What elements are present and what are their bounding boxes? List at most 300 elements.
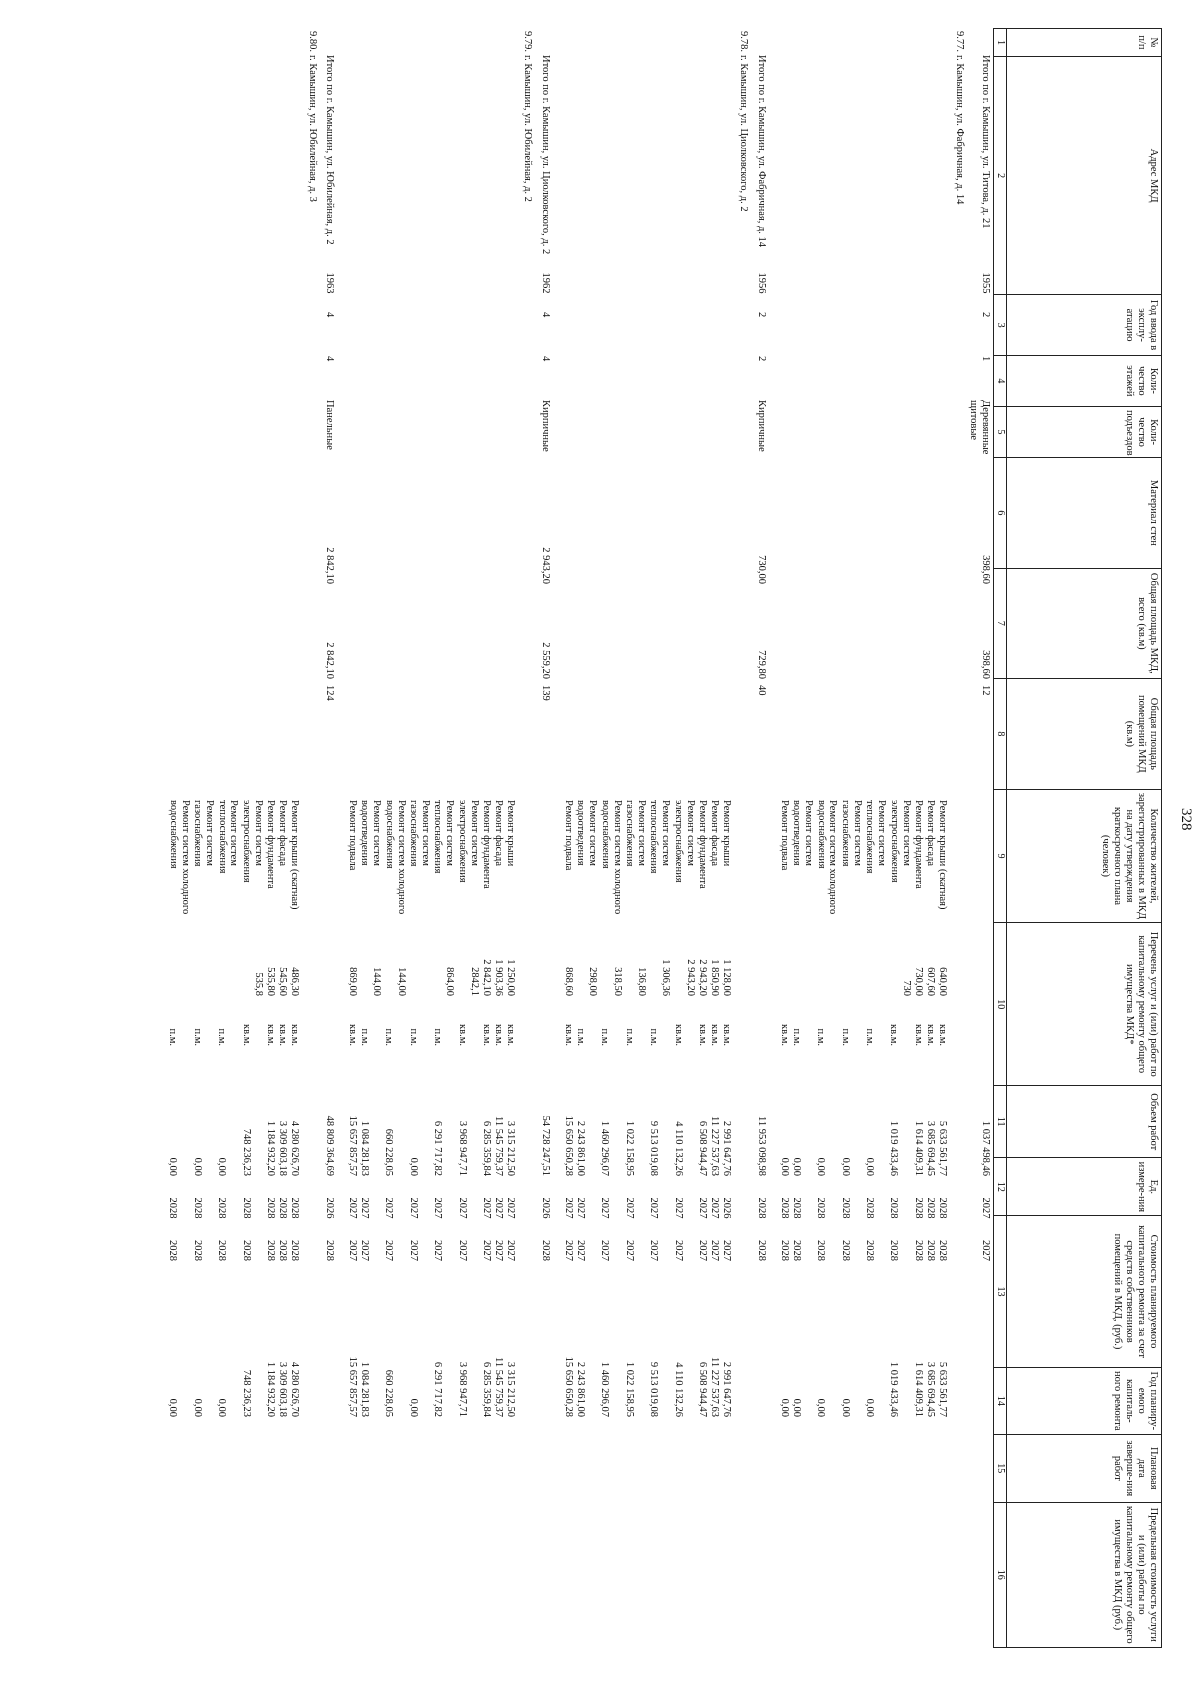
work-name: Ремонт систем водоотведения [359,800,383,866]
work-limit: 15 657 857,57 [346,1356,358,1417]
work-cost: 0,00 [167,1157,179,1176]
column-header-1: № п/п [1007,29,1162,57]
work-limit: 9 513 019,08 [648,1361,660,1417]
work-volume: 869,00 [346,967,358,996]
work-cost: 9 513 019,08 [648,1120,660,1176]
work-year: 2027 [648,1197,660,1219]
work-unit: кв.м. [709,1024,721,1046]
work-year: 2028 [815,1197,827,1219]
work-limit: 3 315 212,50 [505,1361,517,1417]
work-end-date: 2027 [432,1240,444,1261]
work-name: Ремонт систем газоснабжения [624,800,647,867]
total-label: Итого по г. Камышин, ул. Титова, д. 21 [980,55,991,229]
work-end-date: 2028 [925,1240,937,1261]
total-plan-year: 2027 [980,1197,991,1219]
column-number-16: 16 [994,1502,1007,1647]
work-unit: кв.м. [265,1024,277,1046]
total-year: 1956 [755,272,767,294]
work-cost: 660 228,05 [383,1128,395,1176]
work-end-date: 2028 [912,1240,924,1261]
work-cost: 4 280 626,70 [289,1120,301,1176]
work-name: Ремонт систем водоотведения [575,800,599,866]
work-end-date: 2027 [696,1240,708,1261]
house-number: 9.79. [522,31,534,52]
total-year: 1963 [323,272,335,294]
work-year: 2028 [216,1197,228,1219]
page-number: 328 [1178,808,1194,831]
work-limit: 660 228,05 [383,1369,395,1417]
work-name: Ремонт систем теплоснабжения [432,800,456,874]
work-name: Ремонт крыши [505,800,517,867]
work-volume: 730 [900,980,912,996]
work-year: 2027 [407,1197,419,1219]
work-volume: 607,60 [925,967,937,996]
column-header-6: Материал стен [1007,458,1162,568]
work-name: Ремонт крыши [721,800,733,867]
work-cost: 6 508 944,47 [696,1120,708,1176]
work-year: 2028 [925,1197,937,1219]
total-cost: 48 809 364,69 [323,1115,335,1176]
work-unit: кв.м. [912,1024,924,1046]
work-limit: 0,00 [839,1398,851,1417]
work-name: Ремонт фасада [493,800,505,867]
column-header-12: Ед. измере-ния [1007,1158,1162,1216]
work-unit: кв.м. [937,1024,949,1046]
work-year: 2028 [167,1197,179,1219]
total-entrances: 4 [539,356,551,362]
column-header-7: Общая площадь МКД, всего (кв.м) [1007,568,1162,678]
total-residents: 12 [980,685,991,696]
work-unit: п.м. [574,1028,586,1046]
work-limit: 5 633 561,77 [937,1361,949,1417]
work-name: Ремонт подвала [346,800,358,871]
house-address: г. Камышин, ул. Фабричная, д. 14 [954,55,966,205]
total-label: Итого по г. Камышин, ул. Фабричная, д. 14 [755,55,767,248]
work-year: 2026 [721,1197,733,1219]
column-header-10: Перечень услуг и (или) работ по капитальному ремонту общего имущества МКД* [1007,923,1162,1086]
work-limit: 15 650 650,28 [562,1356,574,1417]
work-unit: кв.м. [481,1024,493,1046]
column-header-11: Объем работ [1007,1086,1162,1158]
work-year: 2027 [359,1197,371,1219]
work-unit: кв.м. [493,1024,505,1046]
work-name: Ремонт систем холодного водоснабжения [383,800,407,915]
column-header-9: Количество жителей, зарегистрированных в МКД на дату утверждения краткосрочного плана (человек) [1007,789,1162,923]
work-cost: 0,00 [864,1157,876,1176]
work-volume: 545,60 [277,967,289,996]
work-end-date: 2028 [240,1240,252,1261]
work-end-date: 2027 [574,1240,586,1261]
column-number-4: 4 [994,355,1007,406]
work-volume: 1 306,36 [660,959,672,996]
total-floors: 2 [980,312,991,318]
work-name: Ремонт подвала [562,800,574,871]
work-year: 2028 [265,1197,277,1219]
work-cost: 5 633 561,77 [937,1120,949,1176]
work-unit: кв.м. [562,1024,574,1046]
total-plan-year: 2026 [323,1197,335,1219]
work-unit: кв.м. [456,1024,468,1046]
work-name: Ремонт фасада [925,800,937,867]
work-limit: 1 184 932,20 [265,1361,277,1417]
work-limit: 1 460 296,07 [599,1361,611,1417]
work-end-date: 2027 [562,1240,574,1261]
total-year: 1955 [980,272,991,294]
work-name: Ремонт систем теплоснабжения [216,800,240,874]
work-volume: 1 250,00 [505,959,517,996]
work-year: 2027 [481,1197,493,1219]
total-plan-year: 2026 [539,1197,551,1219]
work-unit: кв.м. [346,1024,358,1046]
total-cost: 1 037 498,46 [980,1120,991,1176]
work-year: 2027 [383,1197,395,1219]
column-header-4: Коли-чество этажей [1007,355,1162,406]
work-cost: 1 022 158,95 [623,1120,635,1176]
work-year: 2028 [790,1197,802,1219]
total-floors: 2 [755,312,767,318]
work-end-date: 2027 [493,1240,505,1261]
work-unit: п.м. [599,1028,611,1046]
work-volume: 136,80 [635,967,647,996]
work-limit: 6 291 717,82 [432,1361,444,1417]
work-name: Ремонт крыши (скатная) [937,800,949,910]
total-label: Итого по г. Камышин, ул. Юбилейная, д. 2 [323,55,335,245]
work-name: Ремонт систем водоотведения [791,800,815,866]
work-cost: 0,00 [815,1157,827,1176]
work-end-date: 2028 [937,1240,949,1261]
work-unit: кв.м. [778,1024,790,1046]
work-year: 2027 [562,1197,574,1219]
work-year: 2027 [599,1197,611,1219]
column-number-5: 5 [994,406,1007,457]
work-name: Ремонт систем газоснабжения [192,800,216,867]
work-limit: 11 227 537,63 [709,1357,721,1417]
work-name: Ремонт подвала [778,800,790,871]
work-unit: п.м. [790,1028,802,1046]
work-limit: 0,00 [864,1398,876,1417]
total-area-rooms: 729,80 [755,650,767,679]
work-end-date: 2028 [216,1240,228,1261]
work-cost: 0,00 [407,1157,419,1176]
work-volume: 144,00 [371,967,383,996]
work-name: Ремонт систем теплоснабжения [864,800,888,874]
work-unit: п.м. [623,1028,635,1046]
column-number-9: 9 [994,789,1007,923]
total-material: Кирпичные [755,400,767,452]
work-unit: п.м. [432,1028,444,1046]
work-unit: п.м. [815,1028,827,1046]
work-limit: 1 022 158,95 [623,1361,635,1417]
work-cost: 0,00 [778,1157,790,1176]
total-area: 730,00 [755,555,767,584]
work-cost: 4 110 132,26 [672,1121,684,1176]
work-end-date: 2027 [346,1240,358,1261]
column-number-14: 14 [994,1367,1007,1434]
total-area: 398,60 [980,555,991,584]
work-end-date: 2028 [277,1240,289,1261]
work-name: Ремонт фасада [709,800,721,867]
column-number-12: 12 [994,1158,1007,1216]
total-entrances: 4 [323,356,335,362]
work-year: 2027 [623,1197,635,1219]
work-end-date: 2027 [709,1240,721,1261]
work-name: Ремонт фундамента [912,800,924,889]
column-number-6: 6 [994,458,1007,568]
work-name: Ремонт систем электроснабжения [240,800,264,883]
work-unit: кв.м. [240,1024,252,1046]
work-name: Ремонт систем теплоснабжения [648,800,672,874]
work-limit: 6 508 944,47 [696,1361,708,1417]
total-area-rooms: 2 559,20 [539,642,551,679]
work-cost: 6 285 359,84 [481,1120,493,1176]
work-unit: п.м. [839,1028,851,1046]
total-area-rooms: 2 842,10 [323,642,335,679]
work-year: 2028 [839,1197,851,1219]
work-name: Ремонт систем холодного водоснабжения [167,800,191,915]
work-name: Ремонт фасада [277,800,289,867]
column-header-2: Адрес МКД [1007,56,1162,294]
house-address: г. Камышин, ул. Циолковского, д. 2 [738,55,750,212]
total-end-year: 2028 [323,1240,335,1261]
house-number: 9.78. [738,31,750,52]
work-end-date: 2027 [672,1240,684,1261]
work-limit: 0,00 [191,1398,203,1417]
work-end-date: 2027 [623,1240,635,1261]
work-limit: 2 243 861,00 [574,1361,586,1417]
work-name: Ремонт систем электроснабжения [456,800,480,883]
work-year: 2027 [574,1197,586,1219]
work-name: Ремонт фундамента [481,800,493,889]
work-cost: 3 315 212,50 [505,1120,517,1176]
work-end-date: 2028 [167,1240,179,1261]
work-year: 2027 [696,1197,708,1219]
work-name: Ремонт фундамента [265,800,277,889]
work-end-date: 2027 [648,1240,660,1261]
total-plan-year: 2028 [755,1197,767,1219]
total-material: Панельные [323,400,335,450]
work-name: Ремонт систем газоснабжения [408,800,432,867]
work-year: 2027 [493,1197,505,1219]
work-volume: 144,00 [395,967,407,996]
work-year: 2028 [912,1197,924,1219]
work-volume: 2 842,10 [481,959,493,996]
column-header-16: Предельная стоимость услуги и (или) работы по капитальному ремонту общего имущества в МКД (руб.) [1007,1502,1162,1647]
total-end-year: 2028 [755,1240,767,1261]
work-year: 2027 [346,1197,358,1219]
work-year: 2027 [709,1197,721,1219]
work-year: 2027 [672,1197,684,1219]
work-year: 2027 [456,1197,468,1219]
work-limit: 3 309 603,18 [277,1361,289,1417]
work-name: Ремонт систем электроснабжения [672,800,696,883]
total-entrances: 2 [755,356,767,362]
work-cost: 3 968 947,71 [456,1120,468,1176]
work-unit: п.м. [191,1028,203,1046]
work-cost: 2 243 861,00 [574,1120,586,1176]
work-end-date: 2027 [359,1240,371,1261]
document-table [167,28,1162,1648]
work-cost: 0,00 [191,1157,203,1176]
total-cost: 54 728 247,51 [539,1115,551,1176]
work-year: 2028 [277,1197,289,1219]
column-number-2: 2 [994,56,1007,294]
total-end-year: 2027 [980,1240,991,1261]
work-cost: 1 184 932,20 [265,1120,277,1176]
work-volume: 1 903,36 [493,959,505,996]
total-floors: 4 [539,312,551,318]
work-limit: 1 019 433,46 [888,1361,900,1417]
work-limit: 4 110 132,26 [672,1362,684,1417]
work-cost: 1 460 296,07 [599,1120,611,1176]
work-unit: кв.м. [672,1024,684,1046]
work-cost: 15 657 857,57 [346,1115,358,1176]
work-limit: 0,00 [790,1398,802,1417]
work-name: Ремонт систем электроснабжения [888,800,912,883]
work-limit: 3 968 947,71 [456,1361,468,1417]
work-volume: 298,00 [587,967,599,996]
work-unit: кв.м. [277,1024,289,1046]
work-cost: 3 309 603,18 [277,1120,289,1176]
work-year: 2028 [937,1197,949,1219]
column-number-10: 10 [994,923,1007,1086]
work-end-date: 2027 [481,1240,493,1261]
work-name: Ремонт систем газоснабжения [839,800,863,867]
work-year: 2028 [289,1197,301,1219]
work-unit: п.м. [216,1028,228,1046]
work-cost: 11 227 537,63 [709,1116,721,1176]
work-end-date: 2027 [599,1240,611,1261]
work-end-date: 2028 [888,1240,900,1261]
total-entrances: 1 [980,356,991,362]
work-cost: 11 545 759,37 [493,1116,505,1176]
work-limit: 0,00 [815,1398,827,1417]
work-volume: 2 943,20 [696,959,708,996]
work-unit: кв.м. [721,1024,733,1046]
work-cost: 1 084 281,83 [359,1120,371,1176]
total-residents: 124 [323,685,335,701]
work-volume: 1 850,90 [709,959,721,996]
work-end-date: 2028 [839,1240,851,1261]
work-limit: 1 084 281,83 [359,1361,371,1417]
column-number-1: 1 [994,29,1007,57]
work-year: 2028 [888,1197,900,1219]
column-number-15: 15 [994,1435,1007,1502]
work-end-date: 2028 [778,1240,790,1261]
work-limit: 1 614 409,31 [912,1361,924,1417]
column-number-13: 13 [994,1216,1007,1367]
work-cost: 0,00 [216,1157,228,1176]
work-unit: п.м. [167,1028,179,1046]
work-limit: 6 285 359,84 [481,1361,493,1417]
work-unit: кв.м. [289,1024,301,1046]
work-volume: 535,8 [252,972,264,996]
work-unit: кв.м. [925,1024,937,1046]
total-residents: 139 [539,685,551,701]
column-number-row [994,29,1007,1648]
work-volume: 864,00 [444,967,456,996]
work-end-date: 2028 [864,1240,876,1261]
total-year: 1962 [539,272,551,294]
work-limit: 748 236,23 [240,1369,252,1417]
column-header-8: Общая площадь помещений МКД (кв.м) [1007,679,1162,789]
work-unit: п.м. [383,1028,395,1046]
house-number: 9.77. [954,31,966,52]
work-cost: 1 614 409,31 [912,1120,924,1176]
work-cost: 15 650 650,28 [562,1115,574,1176]
work-year: 2028 [191,1197,203,1219]
work-end-date: 2028 [790,1240,802,1261]
work-end-date: 2027 [407,1240,419,1261]
work-cost: 0,00 [839,1157,851,1176]
column-number-8: 8 [994,679,1007,789]
column-header-5: Коли-чество подъездов [1007,406,1162,457]
work-cost: 0,00 [790,1157,802,1176]
total-area: 2 842,10 [323,547,335,584]
work-cost: 3 685 694,45 [925,1120,937,1176]
work-limit: 0,00 [407,1398,419,1417]
total-floors: 4 [323,312,335,318]
work-unit: кв.м. [505,1024,517,1046]
column-number-3: 3 [994,295,1007,355]
work-end-date: 2028 [265,1240,277,1261]
work-unit: п.м. [864,1028,876,1046]
header-table [993,28,1162,1648]
total-end-year: 2028 [539,1240,551,1261]
work-unit: кв.м. [888,1024,900,1046]
header-row [1007,29,1162,1648]
column-header-13: Стоимость планируемого капитального ремонта за счет средств собственников помещений в МКД, (руб.) [1007,1216,1162,1367]
work-volume: 535,80 [265,967,277,996]
work-name: Ремонт фундамента [696,800,708,889]
work-volume: 2842,1 [468,967,480,996]
total-area-rooms: 398,60 [980,650,991,679]
work-end-date: 2027 [456,1240,468,1261]
work-unit: п.м. [407,1028,419,1046]
work-end-date: 2027 [721,1240,733,1261]
work-limit: 2 991 647,76 [721,1361,733,1417]
work-year: 2028 [778,1197,790,1219]
total-material: Деревянные щитовые [967,400,991,455]
work-year: 2028 [864,1197,876,1219]
work-year: 2027 [505,1197,517,1219]
column-header-14: Год планиру-емого капиталь-ного ремонта [1007,1367,1162,1434]
work-end-date: 2028 [815,1240,827,1261]
work-limit: 4 280 626,70 [289,1361,301,1417]
work-limit: 0,00 [778,1398,790,1417]
total-label: Итого по г. Камышин, ул. Циолковского, д. 2 [539,55,551,255]
work-limit: 3 685 694,45 [925,1361,937,1417]
work-name: Ремонт систем холодного водоснабжения [599,800,623,915]
work-volume: 318,50 [611,967,623,996]
work-volume: 640,00 [937,967,949,996]
total-area: 2 943,20 [539,547,551,584]
total-residents: 40 [755,685,767,696]
column-number-11: 11 [994,1086,1007,1158]
work-end-date: 2027 [505,1240,517,1261]
work-end-date: 2027 [383,1240,395,1261]
work-limit: 0,00 [216,1398,228,1417]
work-unit: п.м. [648,1028,660,1046]
column-header-15: Плановая дата заверше-ния работ [1007,1435,1162,1502]
work-volume: 868,60 [562,967,574,996]
work-cost: 1 019 433,46 [888,1120,900,1176]
work-volume: 2 943,20 [684,959,696,996]
house-address: г. Камышин, ул. Юбилейная, д. 3 [306,55,318,202]
work-name: Ремонт систем холодного водоснабжения [815,800,839,915]
house-number: 9.80. [306,31,318,52]
work-volume: 486,30 [289,967,301,996]
work-unit: кв.м. [696,1024,708,1046]
